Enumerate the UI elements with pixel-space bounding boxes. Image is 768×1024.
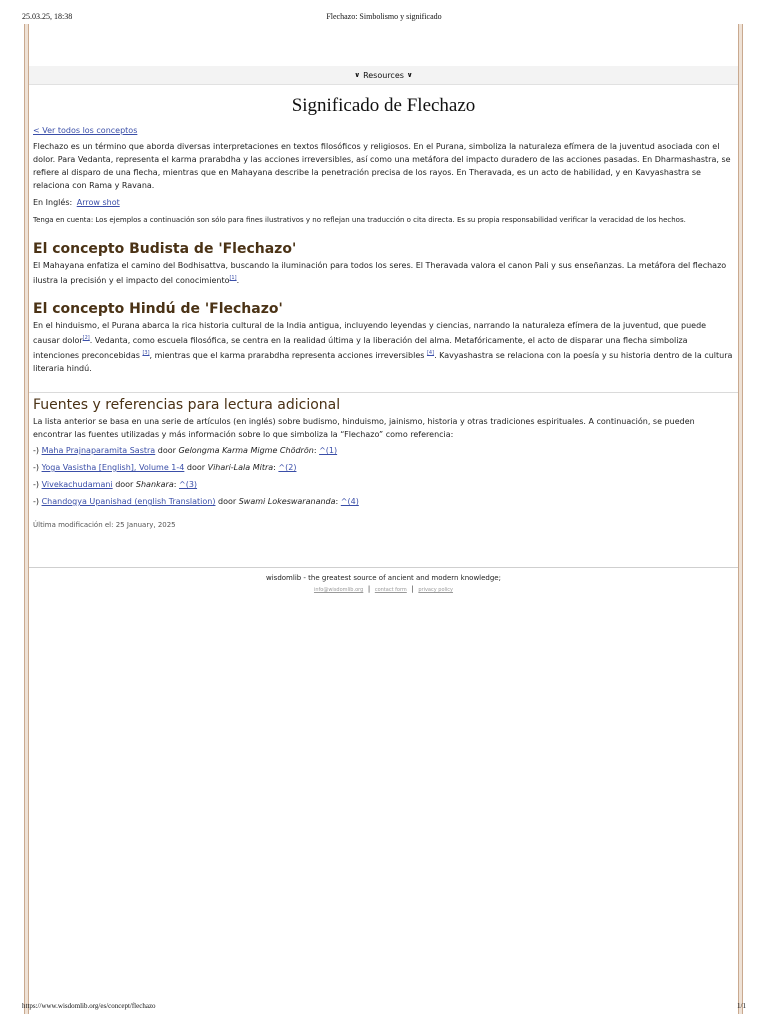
reference-door: door — [157, 446, 176, 455]
reference-backlink[interactable]: ^(3) — [179, 480, 198, 489]
reference-title-link[interactable]: Maha Prajnaparamita Sastra — [41, 446, 156, 455]
footer-separator: | — [367, 585, 371, 593]
footer-email-link[interactable]: info@wisdomlib.org — [313, 587, 364, 593]
print-url: https://www.wisdomlib.org/es/concept/flechazo — [22, 1002, 156, 1010]
reference-author: Shankara — [135, 480, 174, 489]
chevron-down-icon: ∨ — [406, 70, 413, 79]
english-link[interactable]: Arrow shot — [76, 198, 120, 207]
hindu-concept-text — [33, 319, 734, 375]
reference-title-link[interactable]: Yoga Vasistha [English], Volume 1-4 — [41, 463, 185, 472]
reference-door: door — [115, 480, 134, 489]
buddhist-concept-text — [33, 259, 734, 287]
resources-toggle[interactable] — [29, 66, 738, 85]
reference-item: -) Maha Prajnaparamita Sastra door Gelongma Karma Migme Chödrön: ^(1) — [33, 446, 338, 455]
hindu-text-2: . Vedanta, como escuela filosófica, se centra en la realidad última y la liberación del alma. Metafóricamente, el acto de disparar una flecha simboliza intenciones preconcebidas — [33, 336, 688, 360]
buddhist-text-end: . — [236, 276, 240, 285]
buddhist-text: El Mahayana enfatiza el camino del Bodhisattva, buscando la iluminación para todos los seres. El Theravada valora el canon Pali y sus enseñanzas. La metáfora del flechazo ilustra la precisión y el impacto del conocimiento — [33, 261, 727, 285]
footnote-ref-4[interactable]: [4] — [426, 350, 435, 356]
reference-list — [33, 444, 734, 508]
page-title: Significado de Flechazo — [291, 95, 476, 116]
reference-backlink[interactable]: ^(1) — [319, 446, 338, 455]
hindu-text-4: . Kavyashastra se relaciona con la poesía y su historia dentro de la cultura literaria hindú. — [33, 351, 733, 373]
resources-label: Resources — [363, 70, 404, 80]
print-title: Flechazo: Simbolismo y significado — [326, 12, 442, 21]
footer-tagline: wisdomlib - the greatest source of ancient and modern knowledge; — [266, 574, 501, 582]
reference-item: -) Yoga Vasistha [English], Volume 1-4 door Vihari-Lala Mitra: ^(2) — [33, 463, 297, 472]
chevron-down-icon: ∨ — [354, 70, 361, 79]
footnote-ref-1[interactable]: [1] — [229, 275, 237, 281]
reference-title-link[interactable]: Chandogya Upanishad (english Translation) — [41, 497, 216, 506]
print-footer — [22, 1002, 746, 1014]
hindu-text-3: , mientras que el karma prarabdha representa acciones irreversibles — [149, 351, 425, 360]
reference-bullet: -) — [33, 497, 40, 506]
right-border-decoration — [738, 24, 743, 1014]
print-datetime: 25.03.25, 18:38 — [22, 12, 73, 21]
reference-bullet: -) — [33, 480, 40, 489]
footer-privacy-link[interactable]: privacy policy — [418, 587, 454, 593]
reference-author: Vihari-Lala Mitra — [207, 463, 274, 472]
reference-item: -) Vivekachudamani door Shankara: ^(3) — [33, 480, 198, 489]
reference-backlink[interactable]: ^(2) — [278, 463, 297, 472]
disclaimer-note: Tenga en cuenta: Los ejemplos a continuación son sólo para fines ilustrativos y no reflejan una traducción o cita directa. Es su propia responsabilidad verificar la veracidad de los hechos. — [33, 216, 686, 224]
intro-paragraph: Flechazo es un término que aborda diversas interpretaciones en textos filosóficos y religiosos. En el Purana, simboliza la naturaleza efímera de la juventud asociada con el dolor. Para Vedanta, representa el karma prarabdha y las acciones irreversibles, así como una metáfora del impacto duradero de las acciones pasadas. En Dharmashastra, se refiere al disparo de una flecha, mientras que en Mahayana describe la penetración precisa de los rayos. En Theravada, es un acto de habilidad, y en Kavyashastra se relaciona con Rama y Ravana. — [33, 142, 731, 190]
hindu-text-1: En el hinduismo, el Purana abarca la rica historia cultural de la India antigua, incluyendo leyendas y ciencias, narrando la naturaleza efímera de la juventud, que puede causar dolor — [33, 321, 707, 345]
buddhist-concept-heading: El concepto Budista de 'Flechazo' — [33, 241, 297, 257]
sources-heading: Fuentes y referencias para lectura adicional — [33, 397, 341, 413]
main-content — [29, 85, 738, 542]
footnote-ref-3[interactable]: [3] — [142, 350, 150, 356]
reference-door: door — [186, 463, 206, 472]
reference-backlink[interactable]: ^(4) — [340, 497, 359, 506]
print-header — [22, 12, 746, 24]
hindu-concept-heading: El concepto Hindú de 'Flechazo' — [33, 301, 283, 317]
print-page-number: 1/1 — [737, 1002, 746, 1010]
reference-door: door — [218, 497, 237, 506]
footer-contact-link[interactable]: contact form — [374, 587, 407, 593]
reference-author: Gelongma Karma Migme Chödrön — [178, 446, 314, 455]
site-footer — [29, 567, 738, 593]
sources-intro: La lista anterior se basa en una serie de artículos (en inglés) sobre budismo, hinduismo, jainismo, historia y otras tradiciones espirituales. A continuación, se pueden encontrar las fuentes utilizadas y más información sobre lo que simboliza la “Flechazo” como referencia: — [33, 417, 695, 439]
section-divider — [29, 392, 738, 393]
reference-author: Swami Lokeswarananda — [238, 497, 336, 506]
footnote-ref-2[interactable]: [2] — [82, 335, 90, 341]
reference-title-link[interactable]: Vivekachudamani — [41, 480, 113, 489]
reference-bullet: -) — [33, 463, 40, 472]
english-translation — [33, 196, 734, 209]
last-modified: Última modificación el: 25 January, 2025 — [33, 521, 176, 529]
back-to-concepts-link[interactable]: < Ver todos los conceptos — [33, 126, 138, 135]
footer-separator: | — [411, 585, 414, 593]
reference-bullet: -) — [33, 446, 40, 455]
reference-item: -) Chandogya Upanishad (english Translation) door Swami Lokeswarananda: ^(4) — [33, 497, 359, 506]
english-label: En Inglés: — [33, 198, 73, 207]
footer-links — [29, 585, 738, 593]
